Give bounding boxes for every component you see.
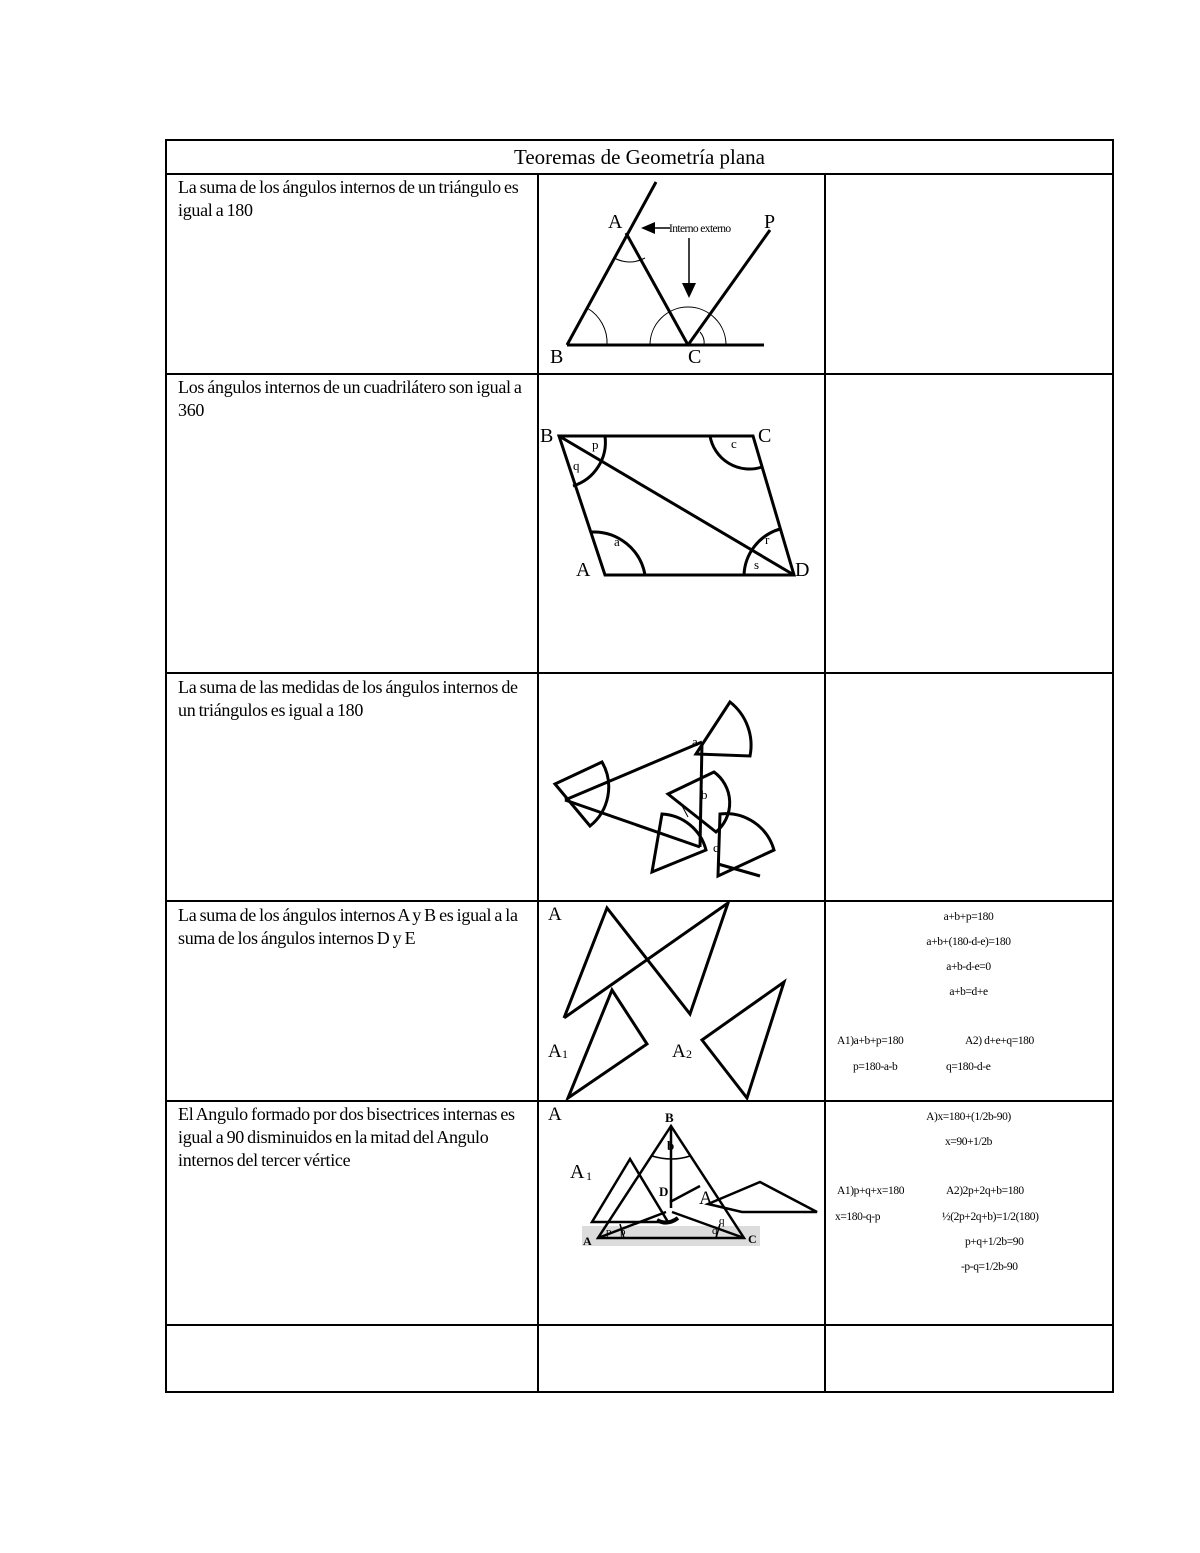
vertex-label: C <box>748 1232 757 1246</box>
angle-label: a <box>692 734 698 749</box>
theorem-text-2: Los ángulos internos de un cuadrilátero son igual a 360 <box>178 377 522 420</box>
vertex-label: B <box>665 1110 674 1125</box>
angle-label: b <box>667 1138 675 1153</box>
angle-label: p <box>606 1226 612 1238</box>
angle-label: c <box>731 436 737 451</box>
equation-line: a+b-d-e=0 <box>946 961 991 973</box>
figure-label: A <box>570 1161 585 1183</box>
equation-line: a+b+(180-d-e)=180 <box>926 936 1011 948</box>
angle-label: p <box>592 437 599 452</box>
figure-label: A <box>699 1188 713 1209</box>
figure-label: A <box>548 1041 562 1062</box>
figure-label: C <box>688 346 702 368</box>
theorem-text-5: El Angulo formado por dos bisectrices internas es igual a 90 disminuidos en la mitad del Angulo internos del tercer vértice <box>178 1104 515 1170</box>
figure-label: C <box>758 425 772 447</box>
equation-line: a+b=d+e <box>949 986 988 998</box>
equation-line: A)x=180+(1/2b-90) <box>926 1111 1011 1123</box>
bowtie-triangles-figure <box>539 902 824 1100</box>
theorems-table <box>165 139 1114 1393</box>
triangle-exterior-angle-figure <box>539 175 824 373</box>
subscript: 2 <box>686 1047 692 1061</box>
triangle-cut-angles-figure <box>539 674 824 900</box>
figure-label: A <box>576 559 591 581</box>
equation-line: A2) d+e+q=180 <box>965 1035 1034 1047</box>
angle-label: q <box>712 1225 718 1237</box>
equation-line: -p-q=1/2b-90 <box>961 1261 1018 1273</box>
equation-line: x=180-q-p <box>835 1211 881 1223</box>
theorem-text-3: La suma de las medidas de los ángulos internos de un triángulos es igual a 180 <box>178 677 518 720</box>
bisectors-figure <box>539 1102 824 1324</box>
theorem-text-1: La suma de los ángulos internos de un triángulo es igual a 180 <box>178 177 519 220</box>
figure-label: D <box>795 559 810 581</box>
subscript: 1 <box>562 1047 568 1061</box>
figure-label: P <box>764 211 776 233</box>
quadrilateral-figure <box>539 375 824 672</box>
angle-label: q <box>719 1215 725 1227</box>
vertex-label: D <box>659 1184 669 1199</box>
table-title: Teoremas de Geometría plana <box>514 145 765 169</box>
equation-line: x=90+1/2b <box>944 1136 993 1148</box>
angle-label: b <box>701 787 708 802</box>
angle-label: q <box>573 458 580 473</box>
equation-line: p+q+1/2b=90 <box>965 1236 1024 1248</box>
theorem-text-4: La suma de los ángulos internos A y B es igual a la suma de los ángulos internos D y E <box>178 905 518 948</box>
equation-line: q=180-d-e <box>946 1061 991 1073</box>
angle-label: p <box>620 1226 626 1238</box>
equation-line: ½(2p+2q+b)=1/2(180) <box>942 1211 1039 1223</box>
vertex-label: A <box>583 1234 592 1248</box>
column-divider <box>824 174 826 1391</box>
equation-line: A2)2p+2q+b=180 <box>946 1185 1024 1197</box>
angle-label: a <box>614 534 620 549</box>
angle-label: c <box>713 840 719 855</box>
angle-label: s <box>754 557 760 572</box>
figure-label: A <box>672 1041 686 1062</box>
equation-line: a+b+p=180 <box>943 911 994 923</box>
figure-label: B <box>550 346 564 368</box>
figure-label: B <box>540 425 554 447</box>
interior-exterior-annotation: Interno externo <box>669 223 731 235</box>
figure-label: A <box>548 904 562 925</box>
angle-label: r <box>765 532 770 547</box>
figure-label: A <box>548 1104 562 1125</box>
subscript: 1 <box>586 1169 592 1183</box>
equation-line: A1)a+b+p=180 <box>837 1035 904 1047</box>
equation-line: A1)p+q+x=180 <box>837 1185 905 1197</box>
figure-label: A <box>608 211 623 233</box>
equation-line: p=180-a-b <box>853 1061 898 1073</box>
row-divider <box>167 1324 1112 1326</box>
